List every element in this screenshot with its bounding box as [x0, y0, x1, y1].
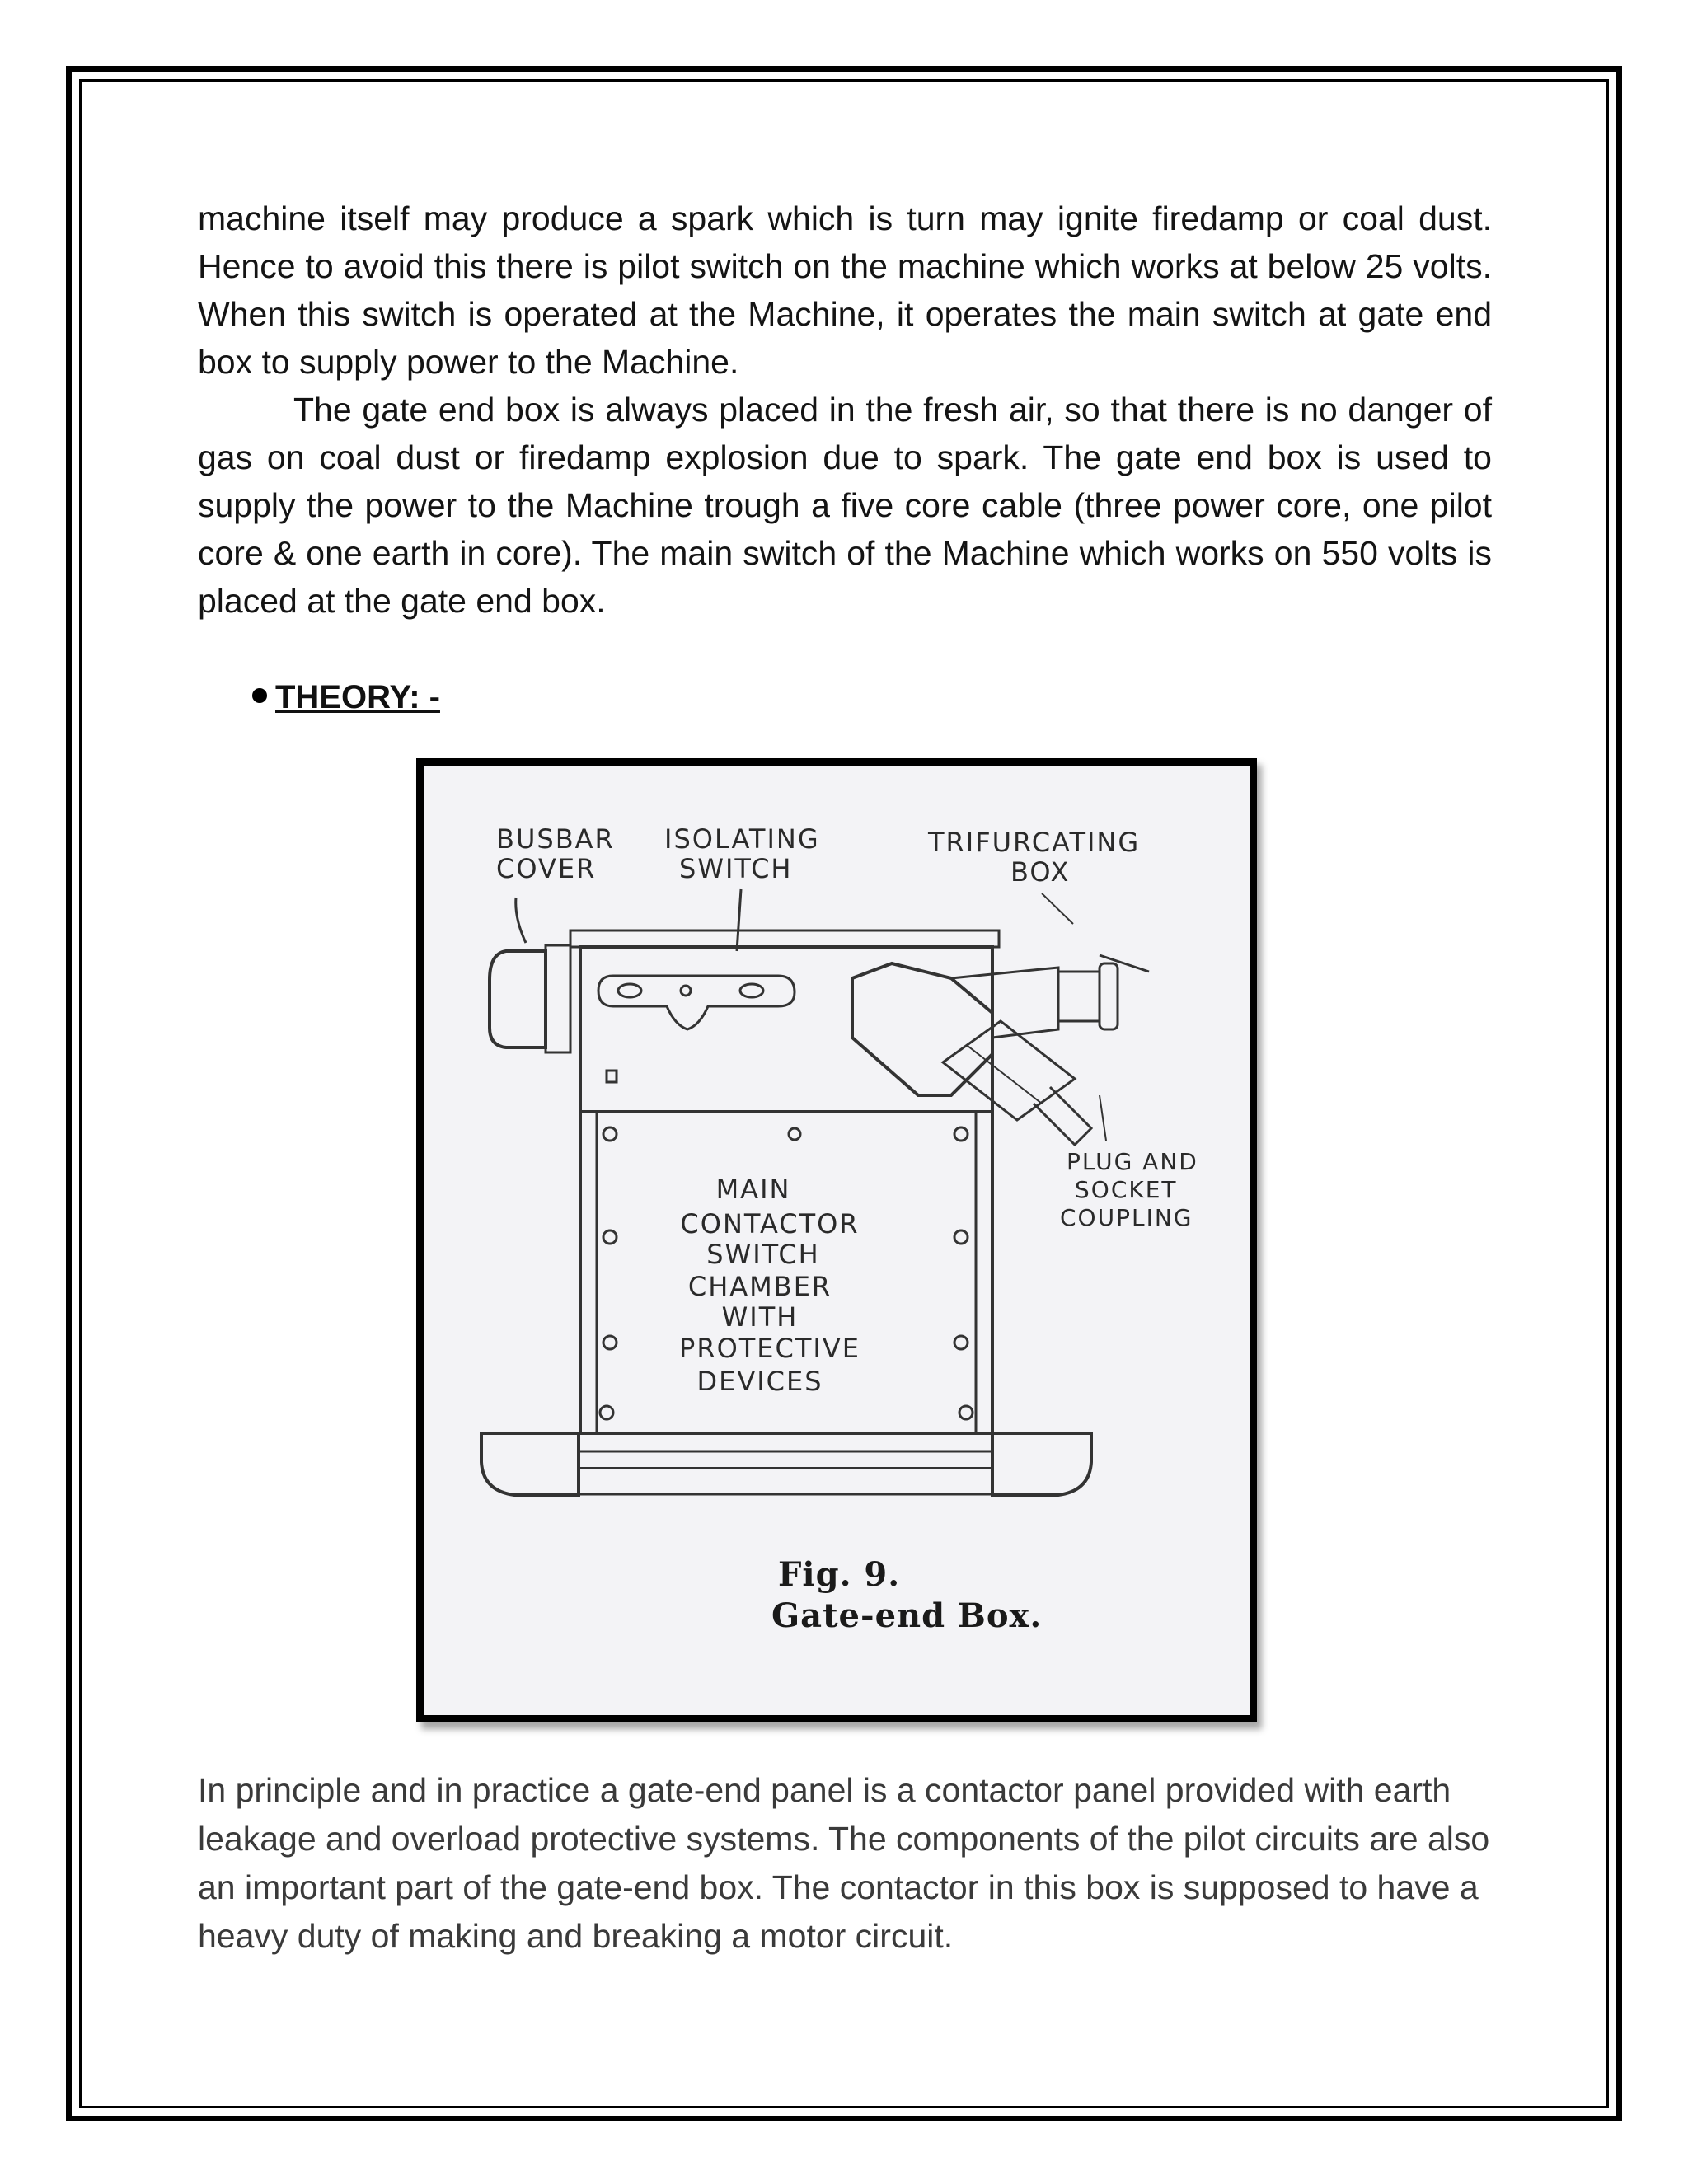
theory-heading-label: THEORY: -	[275, 679, 440, 715]
label-chamber-line1: MAIN	[715, 1174, 791, 1205]
label-chamber-line6: PROTECTIVE	[679, 1333, 860, 1364]
label-plug-line2: SOCKET	[1075, 1176, 1178, 1203]
label-chamber-line2: CONTACTOR	[680, 1208, 860, 1240]
label-trifurcating-line1: TRIFURCATING	[928, 827, 1141, 858]
figure-gate-end-box	[416, 758, 1257, 1722]
label-chamber-line4: CHAMBER	[687, 1271, 832, 1302]
label-plug-line1: PLUG AND	[1067, 1148, 1198, 1175]
label-isolating-line2: SWITCH	[679, 853, 793, 884]
label-plug-line3: COUPLING	[1060, 1204, 1193, 1231]
trifurcating-box	[852, 963, 992, 1095]
gate-end-box-drawing	[424, 766, 1250, 1715]
busbar-flange	[546, 945, 570, 1052]
skid-left	[481, 1433, 579, 1495]
top-rail	[570, 930, 999, 947]
bullet-icon	[252, 688, 267, 703]
leader-busbar	[516, 898, 526, 943]
base-rail	[579, 1451, 992, 1494]
figure-caption-title: Gate-end Box.	[771, 1596, 1043, 1635]
label-trifurcating-line2: BOX	[1010, 856, 1071, 888]
label-isolating-line1: ISOLATING	[664, 823, 820, 855]
label-busbar-line2: COVER	[496, 853, 597, 884]
label-busbar-line1: BUSBAR	[496, 823, 615, 855]
leader-plug	[1100, 1095, 1106, 1141]
label-chamber-line5: WITH	[721, 1301, 799, 1333]
busbar-cover	[490, 951, 546, 1047]
body-text	[198, 194, 1492, 625]
label-chamber-line7: DEVICES	[696, 1366, 823, 1397]
leader-trifurcating	[1042, 893, 1073, 924]
paragraph-2: The gate end box is always placed in the fresh air, so that there is no danger of gas on coal dust or firedamp explosion due to spark. The gate end box is used to supply the power to the Machine trough a five core cable (three power core, one pilot core & one earth in core). The main switch of the Machine which works on 550 volts is placed at the gate end box.	[198, 391, 1492, 620]
figure-caption-number: Fig. 9.	[778, 1555, 901, 1594]
skid-right	[992, 1433, 1091, 1495]
label-chamber-line3: SWITCH	[706, 1239, 820, 1270]
paragraph-3: In principle and in practice a gate-end panel is a contactor panel provided with earth leakage and overload protective systems. The components of the pilot circuits are also an important part of the gate-end box. The contactor in this box is supposed to have a heavy duty of making and breaking a motor circuit.	[198, 1771, 1490, 1955]
paragraph-1: machine itself may produce a spark which is turn may ignite firedamp or coal dust. Hence to avoid this there is pilot switch on the machine which works at below 25 volts. When this switch is operated at the Machine, it operates the main switch at gate end box to supply power to the Machine.	[198, 199, 1492, 381]
leader-isolating	[737, 889, 741, 951]
theory-heading	[252, 674, 440, 720]
